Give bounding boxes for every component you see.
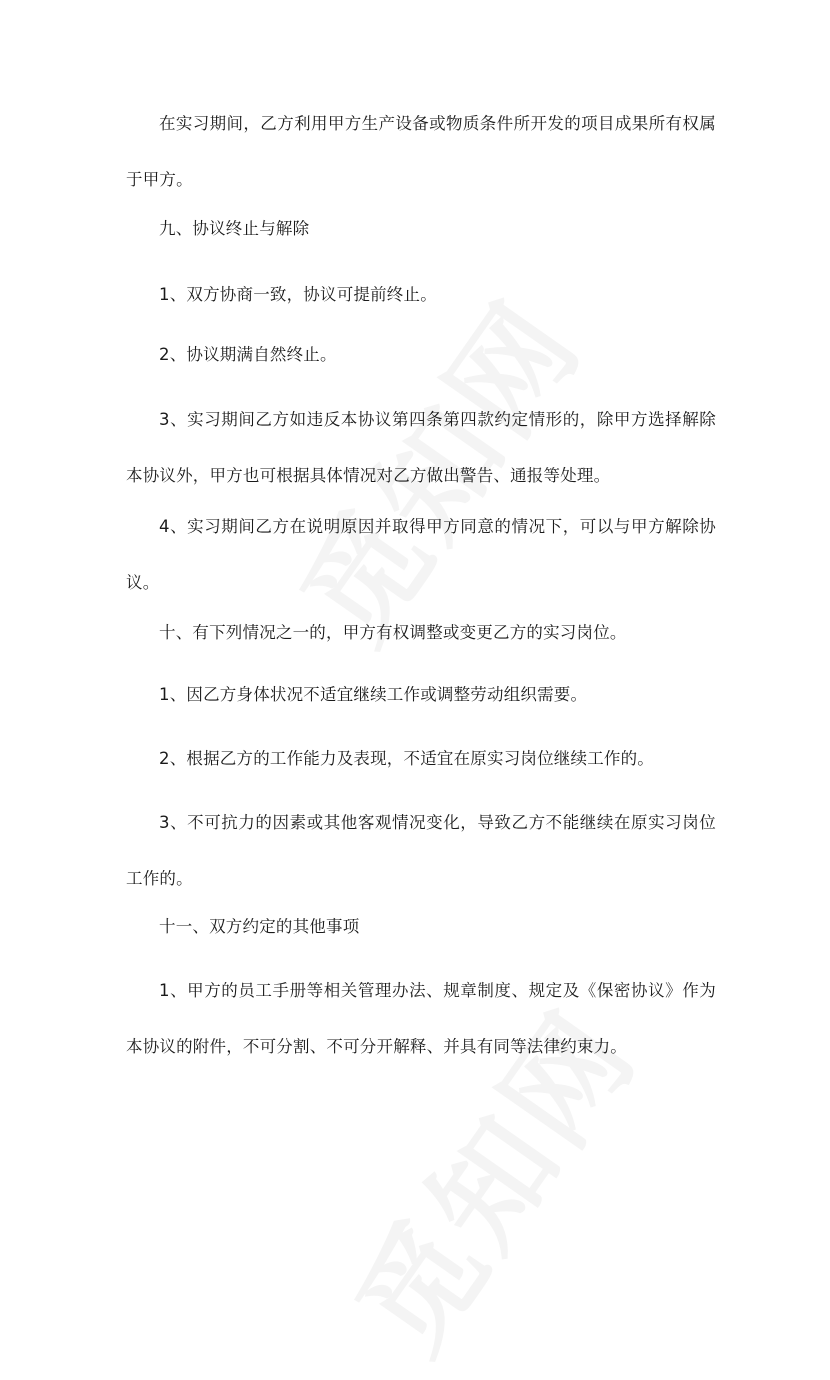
list-item-termination-1: 1、双方协商一致，协议可提前终止。 (159, 285, 437, 304)
section-heading-position-change: 十、有下列情况之一的，甲方有权调整或变更乙方的实习岗位。 (159, 623, 627, 642)
list-item-termination-3: 3、实习期间乙方如违反本协议第四条第四款约定情形的，除甲方选择解除本协议外，甲方也可根据具体情况对乙方做出警告、通报等处理。 (126, 410, 716, 485)
list-item-termination-2: 2、协议期满自然终止。 (159, 345, 337, 364)
list-item-other-1: 1、甲方的员工手册等相关管理办法、规章制度、规定及《保密协议》作为本协议的附件，不可分割、不可分开解释、并具有同等法律约束力。 (126, 981, 716, 1056)
list-item-position-3: 3、不可抗力的因素或其他客观情况变化，导致乙方不能继续在原实习岗位工作的。 (126, 813, 716, 888)
list-item-termination-4: 4、实习期间乙方在说明原因并取得甲方同意的情况下，可以与甲方解除协议。 (126, 517, 716, 592)
section-heading-other-matters: 十一、双方约定的其他事项 (159, 917, 360, 936)
list-item-position-2: 2、根据乙方的工作能力及表现，不适宜在原实习岗位继续工作的。 (159, 749, 654, 768)
paragraph-ownership: 在实习期间，乙方利用甲方生产设备或物质条件所开发的项目成果所有权属于甲方。 (126, 114, 716, 189)
list-item-position-1: 1、因乙方身体状况不适宜继续工作或调整劳动组织需要。 (159, 685, 588, 704)
section-heading-termination: 九、协议终止与解除 (159, 219, 310, 238)
